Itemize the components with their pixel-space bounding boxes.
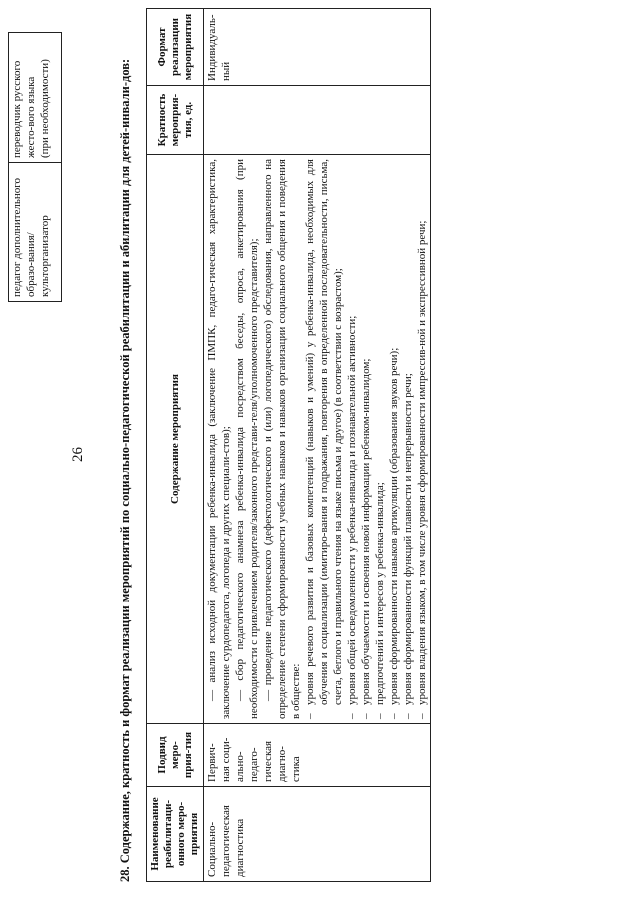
continuation-table	[8, 32, 62, 302]
table-cell-interpreter	[9, 33, 62, 163]
list-item: – уровня сформированности навыков артикуляции (образования звуков речи);	[387, 159, 401, 719]
cell-subtype: Первич-ная соци-ально-педаго-гическая диагно-стика	[204, 724, 431, 787]
list-item: — сбор педагогического анамнеза ребенка-инвалида посредством беседы, опроса, анкетирования (при необходимости с привлечением родителя/законного представи-теля/уполномоченного представителя);	[234, 159, 260, 719]
section-heading: 28. Содержание, кратность и формат реализации мероприятий по социально-педагогической реабилитации и абилитации для детей-инвали-дов:	[118, 58, 132, 882]
table-header-row	[147, 9, 204, 882]
header-content: Содержание мероприятия	[147, 155, 204, 724]
cell-text: переводчик русского жесто-вого языка	[11, 60, 37, 158]
list-item: – уровня речевого развития и базовых компетенций (навыков и умений) у ребенка-инвалида, необходимых для обучения и социализации (имитиро-вания и подражания, повторения в определенной последовательности, письма, счета, беглого и правильного чтения на языке письма и другое) (в соответствии с возрастом);	[303, 159, 345, 719]
table-cell-specialist	[9, 163, 62, 302]
table-row	[204, 9, 431, 882]
list-item: — анализ исходной документации ребенка-инвалида (заключение ПМПК, педаго-гическая характеристика, заключение сурдопедагога, логопеда и других специали-стов);	[206, 159, 232, 719]
header-name: Наименование реабилитаци-онного меро-приятия	[147, 787, 204, 882]
list-item: – уровня сформированности функций плавности и непрерывности речи;	[401, 159, 415, 719]
list-item: – уровня обучаемости и освоения новой информации ребенком-инвалидом;	[359, 159, 373, 719]
list-item: — проведение педагогического (дефектологического и (или) логопедического) обследования, направленного на определение степени сформированности учебных навыков и навыков организации социального общения и поведения в обществе:	[262, 159, 302, 719]
header-format: Формат реализации мероприятия	[147, 9, 204, 86]
activities-table	[146, 8, 431, 882]
content-list	[205, 159, 429, 719]
page-number: 26	[70, 447, 86, 462]
list-item: – уровня владения языком, в том числе уровня сформированности импрессив-ной и экспрессивной речи;	[415, 159, 429, 719]
list-item: – предпочтений и интересов у ребенка-инвалида;	[373, 159, 387, 719]
cell-content	[204, 155, 431, 724]
header-frequency: Кратность мероприя-тия, ед.	[147, 86, 204, 155]
cell-text-note: (при необходимости)	[39, 59, 51, 158]
list-item: – уровня общей осведомленности у ребенка-инвалида и познавательной активности;	[345, 159, 359, 719]
cell-text: педагог дополнительного образо-вания/культорганизатор	[11, 177, 51, 297]
cell-frequency	[204, 86, 431, 155]
table-row	[9, 33, 62, 302]
cell-name: Социально-педагогическая диагностика	[204, 787, 431, 882]
header-subtype: Подвид меро-прия-тия	[147, 724, 204, 787]
cell-format: Индивидуаль-ный	[204, 9, 431, 86]
